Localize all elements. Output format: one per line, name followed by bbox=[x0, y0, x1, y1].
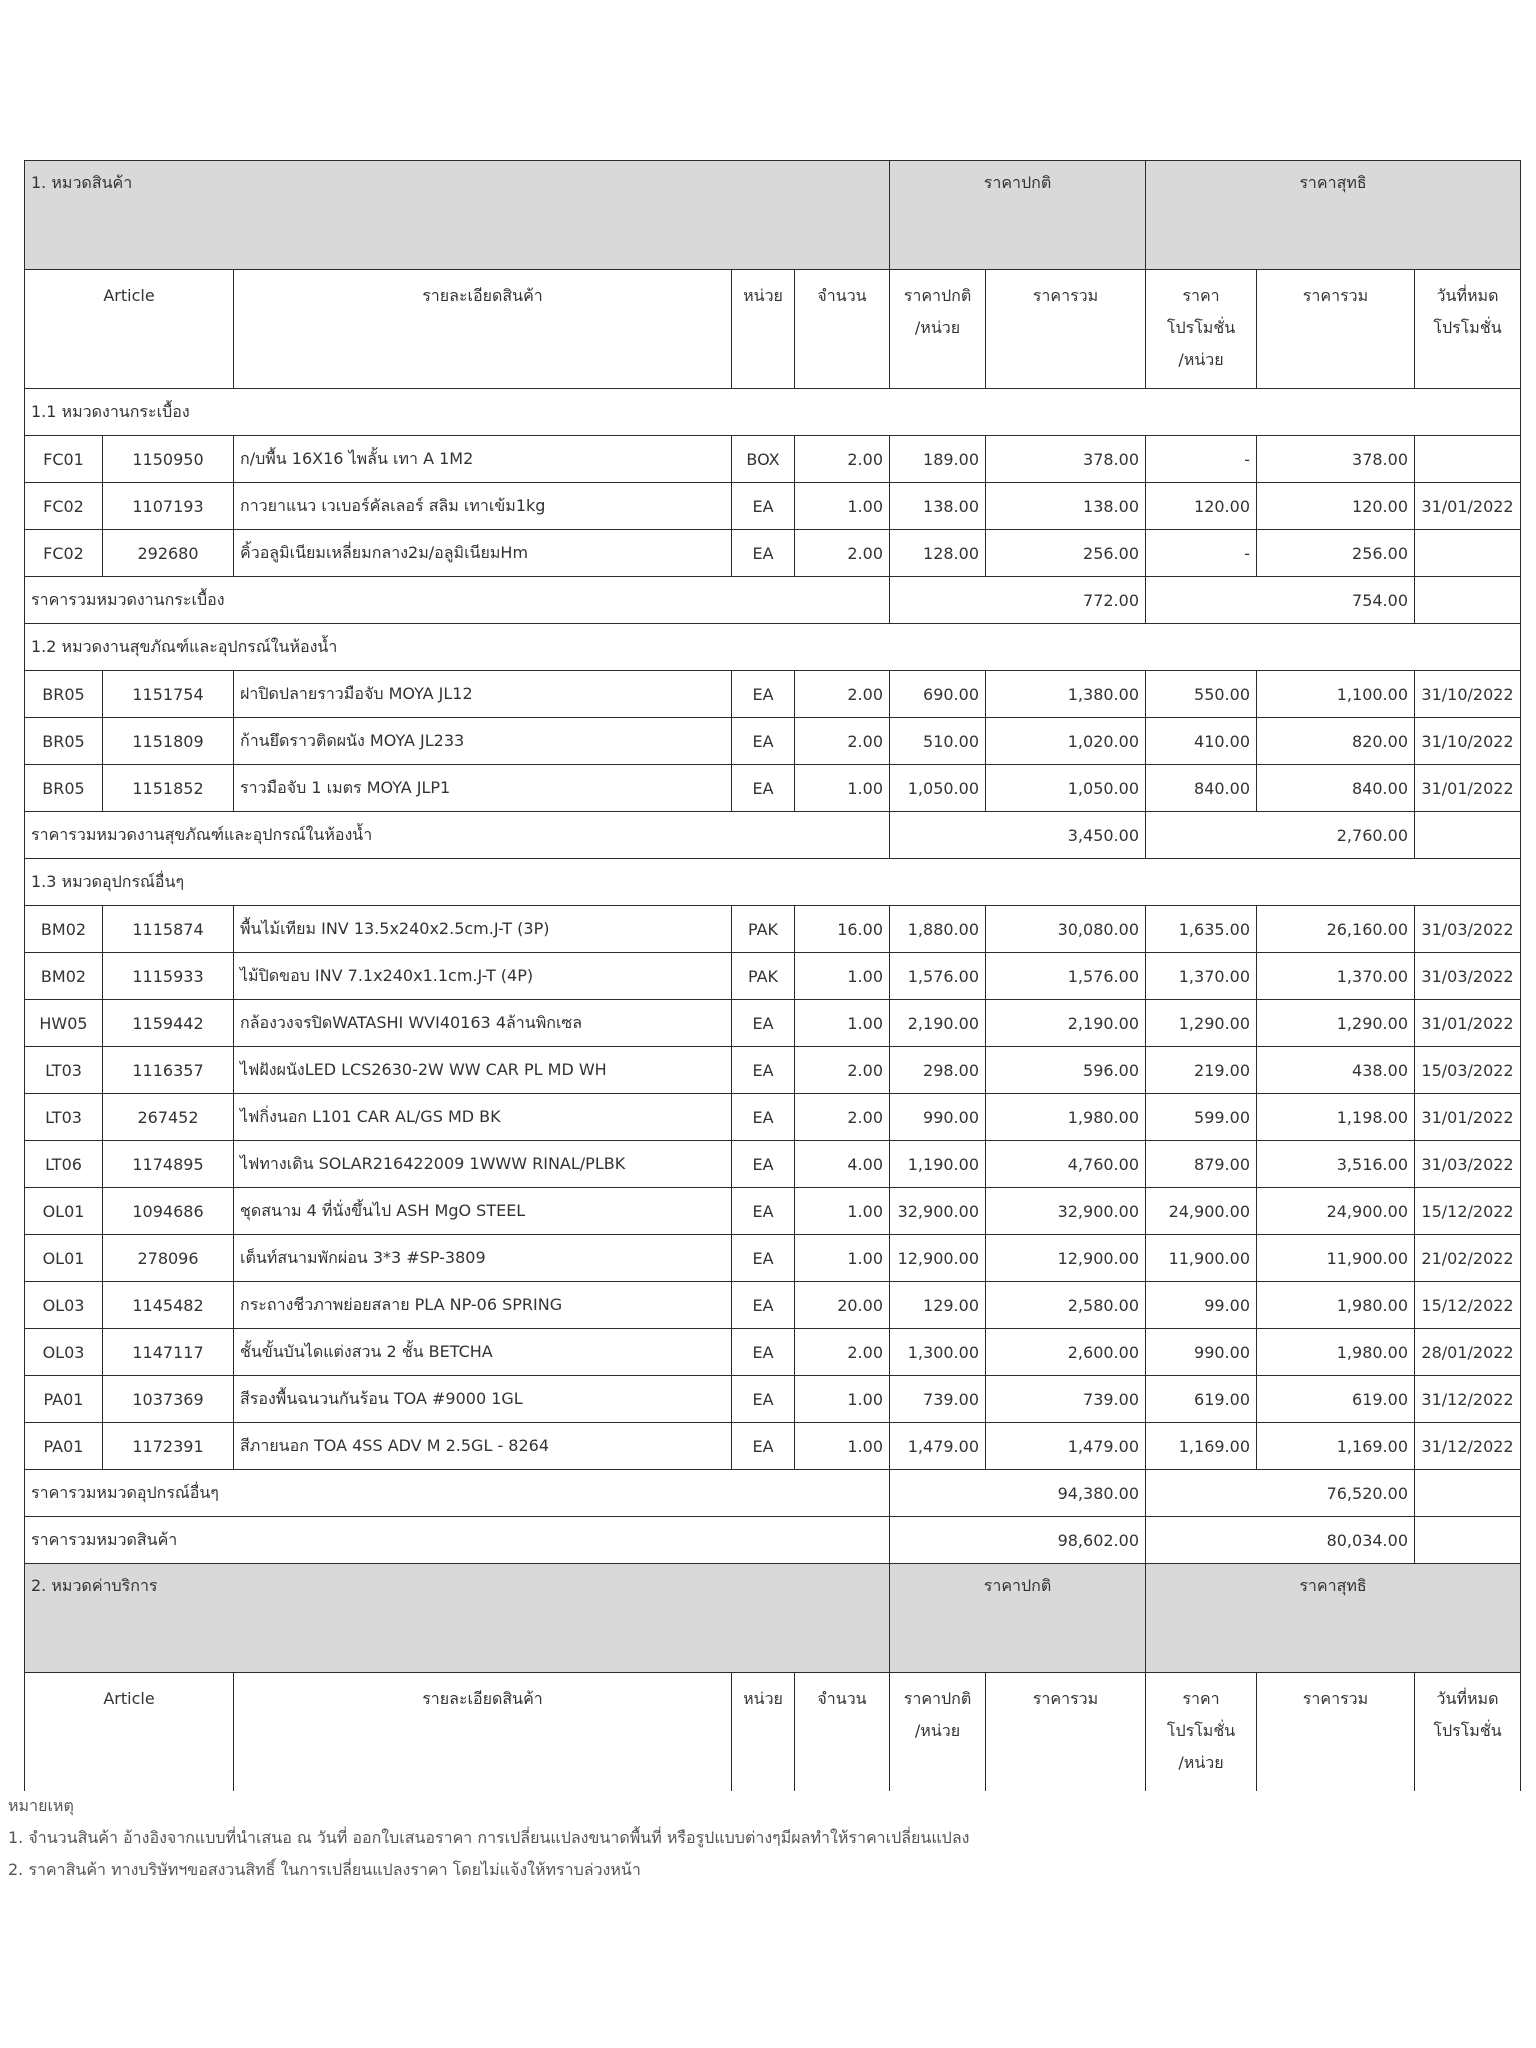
table-row: OL03 1147117 ชั้นขั้นบันไดแต่งสวน 2 ชั้น BETCHA EA 2.00 1,300.00 2,600.00 990.00 1,980.00 28/01/2022 bbox=[25, 1329, 1521, 1376]
table-row: LT03 1116357 ไฟฝังผนังLED LCS2630-2W WW CAR PL MD WH EA 2.00 298.00 596.00 219.00 438.00 15/03/2022 bbox=[25, 1047, 1521, 1094]
subtotal-row: ราคารวมหมวดงานสุขภัณฑ์และอุปกรณ์ในห้องน้ำ 3,450.00 2,760.00 bbox=[25, 812, 1521, 859]
header-unit: หน่วย bbox=[732, 270, 795, 389]
notes-heading: หมายเหตุ bbox=[8, 1796, 74, 1815]
header-promo-price: ราคา โปรโมชั่น /หน่วย bbox=[1146, 270, 1257, 389]
header-total: ราคารวม bbox=[986, 270, 1146, 389]
header-price-per-unit: ราคาปกติ /หน่วย bbox=[890, 1673, 986, 1792]
section-band-row bbox=[25, 161, 1521, 270]
header-description: รายละเอียดสินค้า bbox=[234, 270, 732, 389]
table-row: BM02 1115933 ไม้ปิดขอบ INV 7.1x240x1.1cm.J-T (4P) PAK 1.00 1,576.00 1,576.00 1,370.00 1,370.00 31/03/2022 bbox=[25, 953, 1521, 1000]
table-row: BR05 1151809 ก้านยึดราวติดผนัง MOYA JL233 EA 2.00 510.00 1,020.00 410.00 820.00 31/10/2022 bbox=[25, 718, 1521, 765]
header-net-total: ราคารวม bbox=[1257, 270, 1415, 389]
header-article: Article bbox=[25, 1673, 234, 1792]
header-total: ราคารวม bbox=[986, 1673, 1146, 1792]
group-net-price: ราคาสุทธิ bbox=[1146, 161, 1521, 270]
table-row: PA01 1037369 สีรองพื้นฉนวนกันร้อน TOA #9000 1GL EA 1.00 739.00 739.00 619.00 619.00 31/12/2022 bbox=[25, 1376, 1521, 1423]
column-header-row bbox=[25, 1673, 1521, 1792]
table-row: PA01 1172391 สีภายนอก TOA 4SS ADV M 2.5GL - 8264 EA 1.00 1,479.00 1,479.00 1,169.00 1,169.00 31/12/2022 bbox=[25, 1423, 1521, 1470]
table-row: FC02 1107193 กาวยาแนว เวเบอร์คัลเลอร์ สลิม เทาเข้ม1kg EA 1.00 138.00 138.00 120.00 120.00 31/01/2022 bbox=[25, 483, 1521, 530]
note-item: 1. จำนวนสินค้า อ้างอิงจากแบบที่นำเสนอ ณ วันที่ ออกใบเสนอราคา การเปลี่ยนแปลงขนาดพื้นที่ หรือรูปแบบต่างๆมีผลทำให้ราคาเปลี่ยนแปลง bbox=[8, 1828, 970, 1847]
category-row: 1.2 หมวดงานสุขภัณฑ์และอุปกรณ์ในห้องน้ำ bbox=[25, 624, 1521, 671]
header-qty: จำนวน bbox=[795, 1673, 890, 1792]
header-article: Article bbox=[25, 270, 234, 389]
note-item: 2. ราคาสินค้า ทางบริษัทฯขอสงวนสิทธิ์ ในการเปลี่ยนแปลงราคา โดยไม่แจ้งให้ทราบล่วงหน้า bbox=[8, 1860, 641, 1879]
subtotal-row: ราคารวมหมวดงานกระเบื้อง 772.00 754.00 bbox=[25, 577, 1521, 624]
header-price-per-unit: ราคาปกติ /หน่วย bbox=[890, 270, 986, 389]
subtotal-row: ราคารวมหมวดอุปกรณ์อื่นๆ 94,380.00 76,520.00 bbox=[25, 1470, 1521, 1517]
header-promo-end: วันที่หมด โปรโมชั่น bbox=[1415, 1673, 1521, 1792]
grand-total-row: ราคารวมหมวดสินค้า 98,602.00 80,034.00 bbox=[25, 1517, 1521, 1564]
section-title: 2. หมวดค่าบริการ bbox=[25, 1564, 890, 1673]
header-promo-price: ราคา โปรโมชั่น /หน่วย bbox=[1146, 1673, 1257, 1792]
table-row: BR05 1151754 ฝาปิดปลายราวมือจับ MOYA JL12 EA 2.00 690.00 1,380.00 550.00 1,100.00 31/10/2022 bbox=[25, 671, 1521, 718]
table-row: OL01 278096 เต็นท์สนามพักผ่อน 3*3 #SP-3809 EA 1.00 12,900.00 12,900.00 11,900.00 11,900.00 21/02/2022 bbox=[25, 1235, 1521, 1282]
header-description: รายละเอียดสินค้า bbox=[234, 1673, 732, 1792]
header-unit: หน่วย bbox=[732, 1673, 795, 1792]
table-row: OL01 1094686 ชุดสนาม 4 ที่นั่งขึ้นไป ASH MgO STEEL EA 1.00 32,900.00 32,900.00 24,900.00 24,900.00 15/12/2022 bbox=[25, 1188, 1521, 1235]
table-row: LT06 1174895 ไฟทางเดิน SOLAR216422009 1WWW RINAL/PLBK EA 4.00 1,190.00 4,760.00 879.00 3,516.00 31/03/2022 bbox=[25, 1141, 1521, 1188]
header-promo-end: วันที่หมด โปรโมชั่น bbox=[1415, 270, 1521, 389]
header-net-total: ราคารวม bbox=[1257, 1673, 1415, 1792]
table-row: LT03 267452 ไฟกิ่งนอก L101 CAR AL/GS MD BK EA 2.00 990.00 1,980.00 599.00 1,198.00 31/01/2022 bbox=[25, 1094, 1521, 1141]
group-regular-price: ราคาปกติ bbox=[890, 1564, 1146, 1673]
table-row: FC02 292680 คิ้วอลูมิเนียมเหลี่ยมกลาง2ม/อลูมิเนียมHm EA 2.00 128.00 256.00 - 256.00 bbox=[25, 530, 1521, 577]
section-band-row bbox=[25, 1564, 1521, 1673]
group-net-price: ราคาสุทธิ bbox=[1146, 1564, 1521, 1673]
table-row: OL03 1145482 กระถางชีวภาพย่อยสลาย PLA NP-06 SPRING EA 20.00 129.00 2,580.00 99.00 1,980.00 15/12/2022 bbox=[25, 1282, 1521, 1329]
table-row: FC01 1150950 ก/บพื้น 16X16 ไพลั้น เทา A 1M2 BOX 2.00 189.00 378.00 - 378.00 bbox=[25, 436, 1521, 483]
quotation-table bbox=[24, 160, 1521, 1791]
notes-block bbox=[8, 1790, 969, 1886]
category-row: 1.1 หมวดงานกระเบื้อง bbox=[25, 389, 1521, 436]
group-regular-price: ราคาปกติ bbox=[890, 161, 1146, 270]
column-header-row bbox=[25, 270, 1521, 389]
section-title: 1. หมวดสินค้า bbox=[25, 161, 890, 270]
table-row: BR05 1151852 ราวมือจับ 1 เมตร MOYA JLP1 EA 1.00 1,050.00 1,050.00 840.00 840.00 31/01/2022 bbox=[25, 765, 1521, 812]
category-row: 1.3 หมวดอุปกรณ์อื่นๆ bbox=[25, 859, 1521, 906]
table-row: HW05 1159442 กล้องวงจรปิดWATASHI WVI40163 4ล้านพิกเซล EA 1.00 2,190.00 2,190.00 1,290.00 1,290.00 31/01/2022 bbox=[25, 1000, 1521, 1047]
header-qty: จำนวน bbox=[795, 270, 890, 389]
table-row: BM02 1115874 พื้นไม้เทียม INV 13.5x240x2.5cm.J-T (3P) PAK 16.00 1,880.00 30,080.00 1,635.00 26,160.00 31/03/2022 bbox=[25, 906, 1521, 953]
